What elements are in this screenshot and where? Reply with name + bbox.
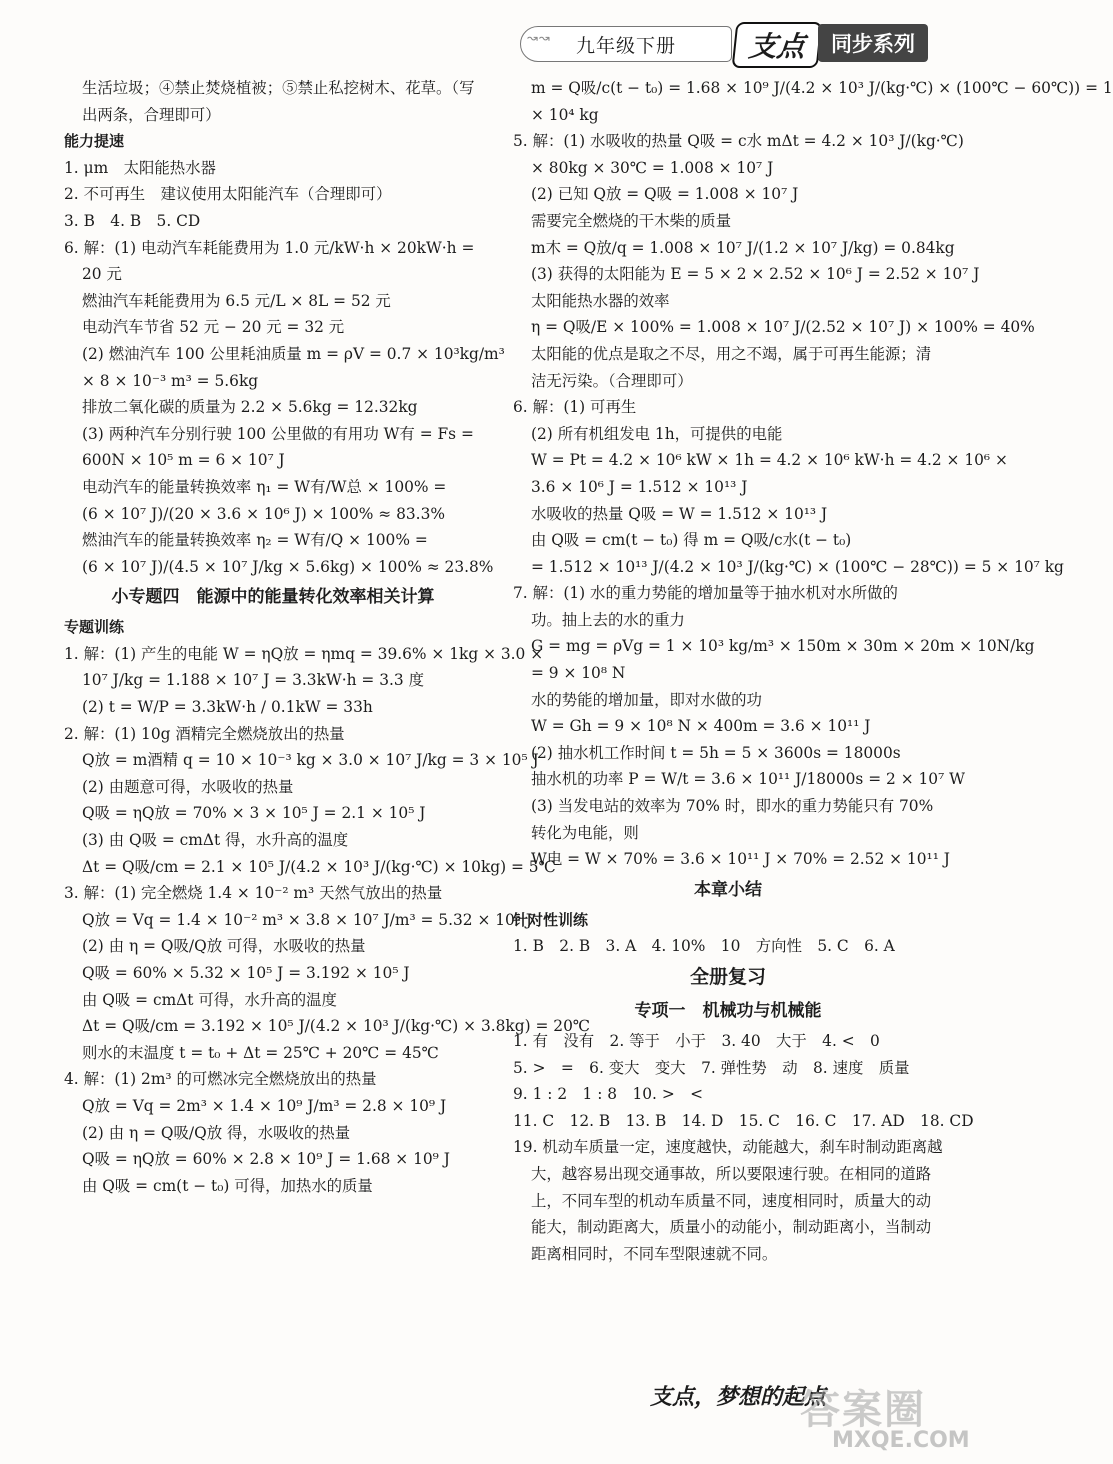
answer-line: (2) 所有机组发电 1h，可提供的电能	[531, 424, 783, 443]
answer-line: 洁无污染。（合理即可）	[531, 371, 693, 390]
answer-line: 专项一 机械功与机械能	[634, 1001, 822, 1021]
answer-line: 6. 解：(1) 可再生	[513, 398, 637, 417]
answer-line: Q吸 = ηQ放 = 70% × 3 × 10⁵ J = 2.1 × 10⁵ J	[82, 804, 426, 823]
answer-line: (3) 由 Q吸 = cmΔt 得，水升高的温度	[82, 831, 349, 850]
watermark-url: MXQE.COM	[832, 1428, 970, 1453]
answer-line: Δt = Q吸/cm = 3.192 × 10⁵ J/(4.2 × 10³ J/(kg·℃) × 3.8kg) = 20℃	[82, 1017, 591, 1036]
watermark-logo: 答案圈	[800, 1387, 926, 1433]
answer-line: 专题训练	[64, 618, 125, 637]
answer-line: 能力提速	[64, 132, 125, 151]
answer-line: × 80kg × 30℃ = 1.008 × 10⁷ J	[531, 158, 774, 177]
answer-line: m木 = Q放/q = 1.008 × 10⁷ J/(1.2 × 10⁷ J/kg) = 0.84kg	[531, 238, 955, 257]
answer-line: 5. 解：(1) 水吸收的热量 Q吸 = c水 mΔt = 4.2 × 10³ J/(kg·℃)	[513, 132, 964, 151]
grade-label-box	[520, 26, 732, 62]
page-header	[520, 20, 940, 66]
answer-line: (2) 由题意可得，水吸收的热量	[82, 777, 294, 796]
answer-line: 全册复习	[689, 966, 766, 988]
answer-line: = 9 × 10⁸ N	[531, 664, 626, 683]
answer-line: 本章小结	[694, 879, 762, 900]
answer-line: 3.6 × 10⁶ J = 1.512 × 10¹³ J	[531, 477, 748, 496]
answer-line: (2) 由 η = Q吸/Q放 可得，水吸收的热量	[82, 937, 366, 956]
answer-line: (2) 抽水机工作时间 t = 5h = 5 × 3600s = 18000s	[531, 743, 901, 762]
answer-line: W电 = W × 70% = 3.6 × 10¹¹ J × 70% = 2.52 × 10¹¹ J	[531, 850, 950, 869]
answer-line: 排放二氧化碳的质量为 2.2 × 5.6kg = 12.32kg	[82, 398, 418, 417]
answer-line: 600N × 10⁵ m = 6 × 10⁷ J	[82, 451, 285, 470]
answer-line: 7. 解：(1) 水的重力势能的增加量等于抽水机对水所做的	[513, 584, 898, 603]
answer-line: 20 元	[82, 265, 122, 284]
answer-line: (6 × 10⁷ J)/(4.5 × 10⁷ J/kg × 5.6kg) × 100% ≈ 23.8%	[82, 557, 494, 576]
answer-line: 1. μm 太阳能热水器	[64, 158, 216, 177]
answer-line: 9. 1 : 2 1 : 8 10. > <	[513, 1085, 704, 1104]
answer-line: 1. 有 没有 2. 等于 小于 3. 40 大于 4. < 0	[513, 1032, 880, 1050]
answer-line: (3) 获得的太阳能为 E = 5 × 2 × 2.52 × 10⁶ J = 2.52 × 10⁷ J	[531, 265, 980, 284]
answer-line: Q放 = m酒精 q = 10 × 10⁻³ kg × 3.0 × 10⁷ J/kg = 3 × 10⁵ J	[82, 751, 539, 770]
answer-line: (3) 当发电站的效率为 70% 时，即水的重力势能只有 70%	[531, 797, 934, 816]
answer-line: 针对性训练	[513, 910, 589, 929]
answer-line: Q吸 = ηQ放 = 60% × 2.8 × 10⁹ J = 1.68 × 10⁹ J	[82, 1150, 450, 1169]
answer-line: (2) 由 η = Q吸/Q放 得，水吸收的热量	[82, 1123, 351, 1142]
answer-line: × 8 × 10⁻³ m³ = 5.6kg	[82, 371, 259, 390]
answer-line: 由 Q吸 = cmΔt 可得，水升高的温度	[82, 990, 337, 1009]
answer-line: 抽水机的功率 P = W/t = 3.6 × 10¹¹ J/18000s = 2 × 10⁷ W	[531, 770, 965, 789]
answer-line: 6. 解：(1) 电动汽车耗能费用为 1.0 元/kW·h × 20kW·h =	[64, 238, 475, 257]
answer-line: 由 Q吸 = cm(t − t₀) 得 m = Q吸/c水(t − t₀)	[531, 531, 852, 550]
answer-line: G = mg = ρVg = 1 × 10³ kg/m³ × 150m × 30m × 20m × 10N/kg	[531, 637, 1035, 656]
brand-logo: 支点	[732, 22, 823, 68]
answer-line: × 10⁴ kg	[531, 105, 599, 124]
answer-line: W = Gh = 9 × 10⁸ N × 400m = 3.6 × 10¹¹ J	[531, 717, 871, 736]
answer-line: 19. 机动车质量一定，速度越快，动能越大，刹车时制动距离越大，越容易出现交通事故，所以要限速行驶。在相同的道路上，不同车型的机动车质量不同，速度相同时，质量大的动能大，制动距离大，质量小的动能小，制动距离小，当制动距离相同时，不同车型限速就不同。	[513, 1138, 943, 1263]
answer-line: Q吸 = 60% × 5.32 × 10⁵ J = 3.192 × 10⁵ J	[82, 964, 410, 982]
answer-line: (3) 两种汽车分别行驶 100 公里做的有用功 W有 = Fs =	[82, 424, 474, 443]
answer-line: W = Pt = 4.2 × 10⁶ kW × 1h = 4.2 × 10⁶ kW·h = 4.2 × 10⁶ ×	[531, 451, 1008, 470]
answer-line: 2. 不可再生 建议使用太阳能汽车（合理即可）	[64, 185, 392, 204]
answer-line: Δt = Q吸/cm = 2.1 × 10⁵ J/(4.2 × 10³ J/(kg·℃) × 10kg) = 5℃	[82, 857, 556, 876]
answer-line: 燃油汽车耗能费用为 6.5 元/L × 8L = 52 元	[82, 291, 391, 310]
answer-line: 4. 解：(1) 2m³ 的可燃冰完全燃烧放出的热量	[64, 1070, 377, 1089]
grade-label: 九年级下册	[575, 34, 676, 57]
answer-line: Q放 = Vq = 1.4 × 10⁻² m³ × 3.8 × 10⁷ J/m³ = 5.32 × 10⁵ J	[82, 910, 533, 929]
answer-line: 11. C 12. B 13. B 14. D 15. C 16. C 17. AD 18. CD	[513, 1111, 974, 1130]
answer-line: 转化为电能，则	[531, 823, 639, 842]
answer-line: 1. 解：(1) 产生的电能 W = ηQ放 = ηmq = 39.6% × 1kg × 3.0 ×	[64, 644, 544, 663]
answer-line: 生活垃圾；④禁止焚烧植被；⑤禁止私挖树木、花草。（写	[82, 79, 475, 97]
answer-line: 水吸收的热量 Q吸 = W = 1.512 × 10¹³ J	[531, 504, 828, 523]
answer-line: (6 × 10⁷ J)/(20 × 3.6 × 10⁶ J) × 100% ≈ 83.3%	[82, 504, 445, 523]
answer-line: 燃油汽车的能量转换效率 η₂ = W有/Q × 100% =	[82, 531, 428, 550]
series-label: 同步系列	[818, 24, 928, 62]
answer-line: m = Q吸/c(t − t₀) = 1.68 × 10⁹ J/(4.2 × 10³ J/(kg·℃) × (100℃ − 60℃)) = 1	[531, 79, 1113, 97]
answer-line: 出两条，合理即可）	[82, 105, 221, 124]
answer-line: 3. 解：(1) 完全燃烧 1.4 × 10⁻² m³ 天然气放出的热量	[64, 884, 443, 903]
answer-line: η = Q吸/E × 100% = 1.008 × 10⁷ J/(2.52 × 10⁷ J) × 100% = 40%	[531, 318, 1035, 337]
answer-line: 太阳能热水器的效率	[531, 291, 670, 310]
footer-slogan: 支点，梦想的起点	[650, 1384, 827, 1410]
answer-line: = 1.512 × 10¹³ J/(4.2 × 10³ J/(kg·℃) × (100℃ − 28℃)) = 5 × 10⁷ kg	[531, 557, 1064, 576]
right-column	[513, 75, 1113, 1267]
answer-line: 由 Q吸 = cm(t − t₀) 可得，加热水的质量	[82, 1176, 373, 1195]
answer-line: (2) 已知 Q放 = Q吸 = 1.008 × 10⁷ J	[531, 185, 799, 204]
answer-line: 电动汽车的能量转换效率 η₁ = W有/W总 × 100% =	[82, 477, 447, 496]
answer-line: 则水的末温度 t = t₀ + Δt = 25℃ + 20℃ = 45℃	[82, 1043, 439, 1062]
answer-line: 5. > = 6. 变大 变大 7. 弹性势 动 8. 速度 质量	[513, 1058, 910, 1077]
swirl-decoration-icon: ↝↝	[527, 31, 551, 46]
answer-line: 小专题四 能源中的能量转化效率相关计算	[111, 587, 435, 608]
answer-line: 需要完全燃烧的干木柴的质量	[531, 211, 732, 230]
answer-line: 2. 解：(1) 10g 酒精完全燃烧放出的热量	[64, 724, 345, 743]
answer-line: 功。抽上去的水的重力	[531, 610, 685, 629]
answer-line: 水的势能的增加量，即对水做的功	[531, 690, 762, 709]
answer-line: 电动汽车节省 52 元 − 20 元 = 32 元	[82, 318, 345, 337]
answer-line: 10⁷ J/kg = 1.188 × 10⁷ J = 3.3kW·h = 3.3 度	[82, 671, 424, 690]
answer-line: 1. B 2. B 3. A 4. 10% 10 方向性 5. C 6. A	[513, 937, 895, 956]
answer-line: (2) 燃油汽车 100 公里耗油质量 m = ρV = 0.7 × 10³kg/m³	[82, 344, 505, 363]
answer-line: 3. B 4. B 5. CD	[64, 211, 201, 230]
answer-line: Q放 = Vq = 2m³ × 1.4 × 10⁹ J/m³ = 2.8 × 10⁹ J	[82, 1096, 447, 1115]
answer-line: (2) t = W/P = 3.3kW·h / 0.1kW = 33h	[82, 698, 373, 717]
answer-line: 太阳能的优点是取之不尽，用之不竭，属于可再生能源；清	[531, 344, 932, 363]
